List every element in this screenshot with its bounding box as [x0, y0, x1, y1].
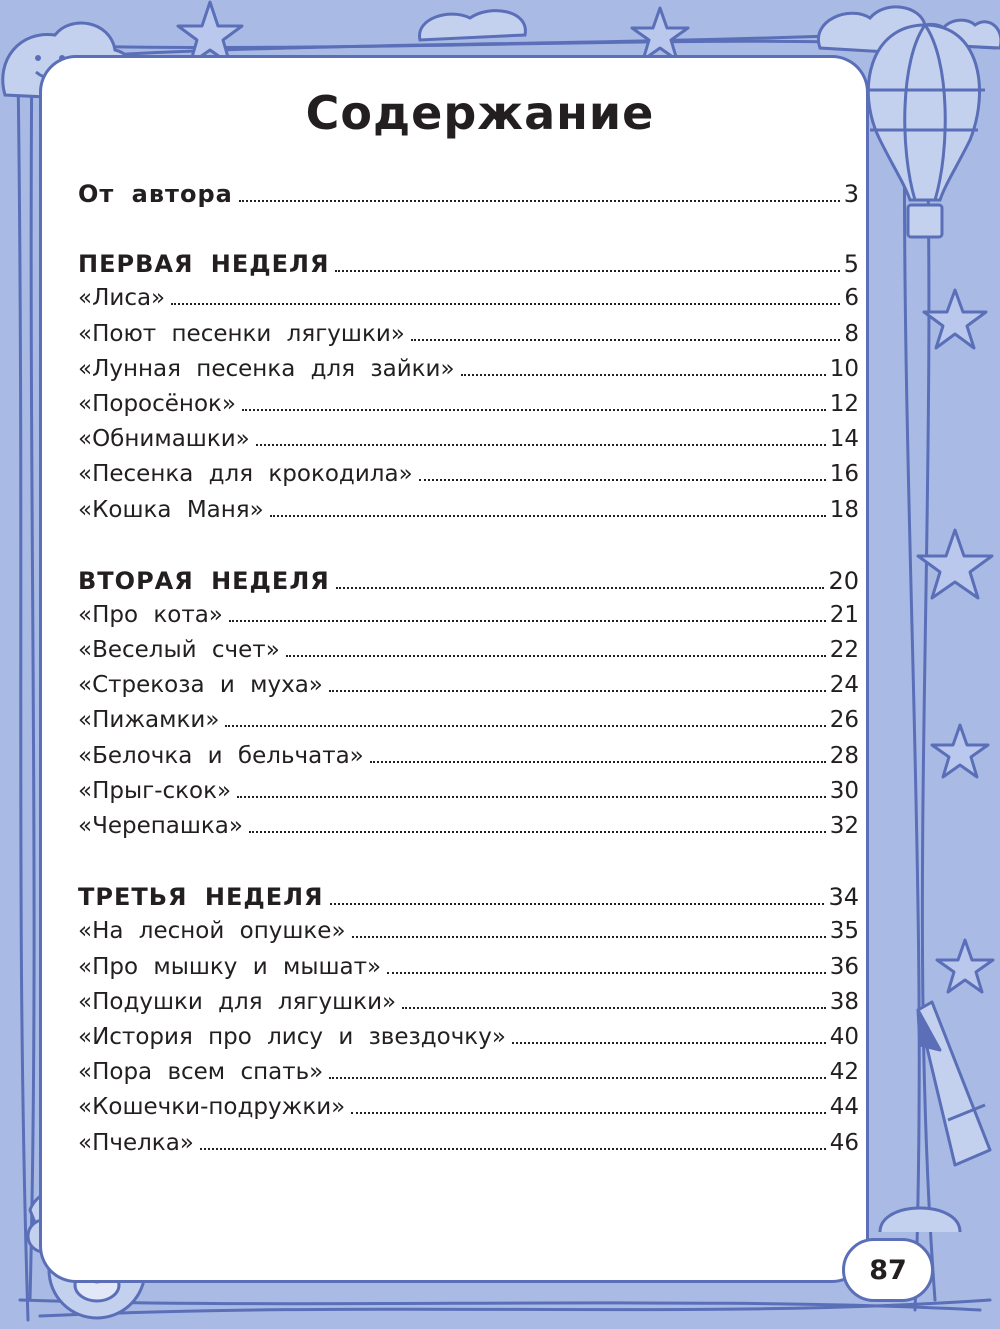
dot-leader	[336, 587, 825, 589]
toc-section-label: ПЕРВАЯ НЕДЕЛЯ	[78, 250, 330, 279]
toc-entry-label: «На лесной опушке»	[78, 918, 346, 945]
dot-leader	[286, 655, 826, 657]
toc-entry[interactable]	[78, 637, 859, 672]
toc-entry[interactable]	[78, 954, 859, 989]
toc-section-week2[interactable]	[78, 567, 859, 602]
toc-entry[interactable]	[78, 813, 859, 848]
toc-entry-label: «Поют песенки лягушки»	[78, 320, 405, 347]
star-icon	[932, 725, 988, 777]
toc-entry[interactable]	[78, 778, 859, 813]
toc-entry-page: 12	[829, 390, 859, 417]
pencil-icon	[918, 1002, 990, 1165]
toc-entry-page: 32	[829, 813, 859, 839]
star-icon	[924, 290, 986, 348]
toc-entry-page: 40	[829, 1023, 859, 1050]
toc-entry-page: 35	[829, 918, 859, 945]
toc-entry-page: 36	[829, 953, 859, 980]
dot-leader	[370, 761, 826, 763]
toc-entry[interactable]	[78, 743, 859, 778]
toc-entry[interactable]	[78, 285, 859, 320]
table-of-contents	[78, 180, 859, 1165]
toc-entry-page: 5	[843, 250, 859, 279]
dot-leader	[249, 831, 826, 833]
toc-entry[interactable]	[78, 426, 859, 461]
toc-entry-label: «Про мышку и мышат»	[78, 953, 382, 980]
toc-entry-page: 20	[828, 566, 859, 595]
toc-entry[interactable]	[78, 1024, 859, 1059]
dot-leader	[335, 270, 839, 272]
toc-entry-page: 8	[844, 320, 859, 347]
toc-entry-page: 24	[829, 672, 859, 699]
toc-entry[interactable]	[78, 356, 859, 391]
toc-entry-intro[interactable]	[78, 180, 859, 215]
dot-leader	[352, 936, 826, 938]
toc-entry-page: 21	[829, 601, 859, 628]
star-icon	[632, 8, 688, 60]
page-title: Содержание	[305, 86, 655, 140]
toc-entry-page: 46	[829, 1129, 859, 1156]
toc-entry-label: «Пора всем спать»	[78, 1059, 324, 1086]
toc-entry-label: «Лунная песенка для зайки»	[78, 355, 455, 382]
toc-entry-page: 10	[829, 355, 859, 382]
dot-leader	[329, 1077, 825, 1079]
toc-entry-label: «Пчелка»	[78, 1129, 194, 1156]
dot-leader	[239, 200, 840, 202]
dot-leader	[387, 972, 826, 974]
toc-entry-label: «Про кота»	[78, 601, 223, 628]
dot-leader	[461, 374, 826, 376]
toc-entry-page: 22	[829, 637, 859, 664]
dot-leader	[402, 1007, 826, 1009]
toc-section-label: ТРЕТЬЯ НЕДЕЛЯ	[78, 883, 324, 912]
toc-entry-page: 44	[829, 1094, 859, 1121]
toc-entry[interactable]	[78, 989, 859, 1024]
toc-entry[interactable]	[78, 707, 859, 742]
toc-entry-label: «Черепашка»	[78, 813, 243, 839]
toc-entry[interactable]	[78, 321, 859, 356]
toc-entry-page: 34	[828, 883, 859, 912]
toc-section-week1[interactable]	[78, 250, 859, 285]
toc-entry-page: 42	[829, 1059, 859, 1086]
toc-entry-page: 28	[829, 742, 859, 769]
toc-entry-label: «Белочка и бельчата»	[78, 742, 364, 769]
toc-entry[interactable]	[78, 461, 859, 496]
page-number: 87	[842, 1238, 934, 1302]
toc-entry-label: «Поросёнок»	[78, 390, 236, 417]
toc-entry-label: «Пижамки»	[78, 707, 220, 734]
dot-leader	[237, 796, 826, 798]
toc-entry-label: «Прыг-скок»	[78, 777, 232, 804]
toc-entry-label: «Веселый счет»	[78, 637, 280, 664]
dot-leader	[351, 1112, 825, 1114]
toc-entry-page: 30	[829, 777, 859, 804]
toc-section-label: ВТОРАЯ НЕДЕЛЯ	[78, 566, 330, 595]
dot-leader	[242, 409, 826, 411]
star-icon	[937, 940, 993, 992]
toc-entry[interactable]	[78, 391, 859, 426]
dot-leader	[171, 303, 840, 305]
toc-entry-page: 18	[829, 496, 859, 523]
star-icon	[918, 530, 992, 598]
toc-entry-page: 3	[843, 180, 859, 208]
dot-leader	[512, 1042, 826, 1044]
toc-entry-label: «Кошка Маня»	[78, 496, 264, 523]
dot-leader	[229, 620, 826, 622]
toc-entry[interactable]	[78, 1059, 859, 1094]
toc-entry[interactable]	[78, 1094, 859, 1129]
dot-leader	[200, 1148, 826, 1150]
toc-entry-page: 26	[829, 707, 859, 734]
toc-entry-label: «Песенка для крокодила»	[78, 461, 413, 488]
dot-leader	[330, 903, 825, 905]
toc-entry-label: «Стрекоза и муха»	[78, 672, 323, 699]
toc-entry-page: 16	[829, 461, 859, 488]
toc-entry-page: 6	[844, 285, 859, 312]
toc-entry[interactable]	[78, 1130, 859, 1165]
toc-entry-label: «Обнимашки»	[78, 426, 250, 453]
toc-entry-label: «Лиса»	[78, 285, 166, 312]
star-icon	[178, 2, 242, 64]
toc-entry[interactable]	[78, 918, 859, 953]
toc-entry-page: 38	[829, 988, 859, 1015]
dot-leader	[411, 339, 840, 341]
toc-entry[interactable]	[78, 672, 859, 707]
dot-leader	[256, 444, 826, 446]
toc-entry-label: «Кошечки-подружки»	[78, 1094, 346, 1121]
toc-entry[interactable]	[78, 602, 859, 637]
toc-section-week3[interactable]	[78, 883, 859, 918]
dot-leader	[270, 515, 826, 517]
dot-leader	[419, 479, 826, 481]
dot-leader	[225, 725, 825, 727]
toc-entry-label: «История про лису и звездочку»	[78, 1023, 506, 1050]
toc-entry-label: От автора	[78, 180, 233, 208]
dot-leader	[329, 690, 826, 692]
toc-entry-page: 14	[829, 426, 859, 453]
toc-entry[interactable]	[78, 497, 859, 532]
toc-entry-label: «Подушки для лягушки»	[78, 988, 397, 1015]
